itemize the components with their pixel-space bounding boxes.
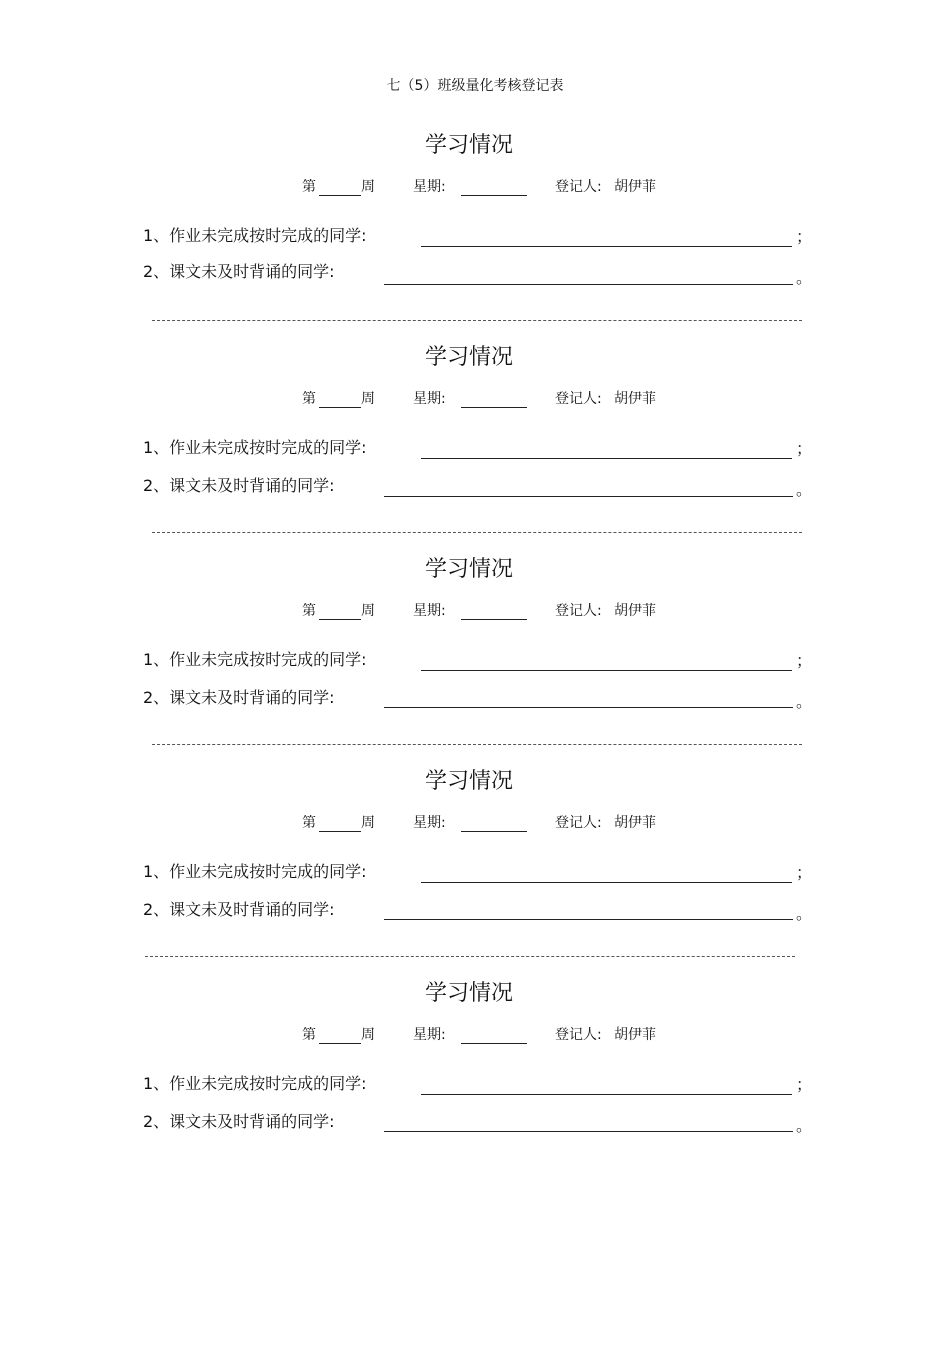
page-title: 七（5）班级量化考核登记表 bbox=[386, 78, 564, 94]
homework-row-end: ； bbox=[796, 1075, 813, 1094]
week-suffix: 周 bbox=[361, 815, 375, 831]
recitation-blank[interactable] bbox=[384, 707, 793, 708]
homework-row-label: 1、作业未完成按时完成的同学: bbox=[143, 862, 367, 881]
recorder-label: 登记人: bbox=[555, 1027, 602, 1043]
study-section bbox=[0, 553, 950, 753]
recorder-label: 登记人: bbox=[555, 391, 602, 407]
recitation-row-label: 2、课文未及时背诵的同学: bbox=[143, 476, 335, 495]
weekday-label: 星期: bbox=[413, 1027, 446, 1043]
homework-row-label: 1、作业未完成按时完成的同学: bbox=[143, 650, 367, 669]
recitation-row-end: 。 bbox=[796, 480, 813, 499]
week-blank[interactable] bbox=[319, 619, 361, 620]
week-suffix: 周 bbox=[361, 179, 375, 195]
week-prefix: 第 bbox=[302, 815, 316, 831]
week-blank[interactable] bbox=[319, 1043, 361, 1044]
study-section bbox=[0, 341, 950, 541]
section-heading: 学习情况 bbox=[424, 769, 513, 794]
section-divider bbox=[145, 956, 795, 957]
recorder-name: 胡伊菲 bbox=[614, 179, 656, 195]
section-heading: 学习情况 bbox=[424, 345, 513, 370]
recorder-label: 登记人: bbox=[555, 179, 602, 195]
homework-row-label: 1、作业未完成按时完成的同学: bbox=[143, 1074, 367, 1093]
week-suffix: 周 bbox=[361, 603, 375, 619]
recitation-row-label: 2、课文未及时背诵的同学: bbox=[143, 688, 335, 707]
homework-row-end: ； bbox=[796, 651, 813, 670]
section-divider bbox=[152, 744, 802, 745]
recitation-row-label: 2、课文未及时背诵的同学: bbox=[143, 900, 335, 919]
homework-blank[interactable] bbox=[421, 670, 792, 671]
weekday-blank[interactable] bbox=[461, 1043, 527, 1044]
recitation-row-end: 。 bbox=[796, 1116, 813, 1135]
week-blank[interactable] bbox=[319, 195, 361, 196]
recorder-name: 胡伊菲 bbox=[614, 391, 656, 407]
recitation-row-label: 2、课文未及时背诵的同学: bbox=[143, 1112, 335, 1131]
weekday-blank[interactable] bbox=[461, 619, 527, 620]
weekday-label: 星期: bbox=[413, 603, 446, 619]
study-section bbox=[0, 765, 950, 965]
week-prefix: 第 bbox=[302, 179, 316, 195]
week-prefix: 第 bbox=[302, 1027, 316, 1043]
homework-row-label: 1、作业未完成按时完成的同学: bbox=[143, 438, 367, 457]
recitation-row-end: 。 bbox=[796, 904, 813, 923]
weekday-blank[interactable] bbox=[461, 195, 527, 196]
weekday-label: 星期: bbox=[413, 391, 446, 407]
homework-blank[interactable] bbox=[421, 1094, 792, 1095]
recorder-name: 胡伊菲 bbox=[614, 815, 656, 831]
weekday-blank[interactable] bbox=[461, 407, 527, 408]
recitation-blank[interactable] bbox=[384, 919, 793, 920]
study-section bbox=[0, 129, 950, 329]
weekday-blank[interactable] bbox=[461, 831, 527, 832]
section-heading: 学习情况 bbox=[424, 133, 513, 158]
recorder-name: 胡伊菲 bbox=[614, 603, 656, 619]
week-prefix: 第 bbox=[302, 603, 316, 619]
section-heading: 学习情况 bbox=[424, 981, 513, 1006]
homework-blank[interactable] bbox=[421, 246, 792, 247]
homework-row-end: ； bbox=[796, 227, 813, 246]
week-prefix: 第 bbox=[302, 391, 316, 407]
homework-blank[interactable] bbox=[421, 458, 792, 459]
homework-row-end: ； bbox=[796, 439, 813, 458]
section-divider bbox=[152, 532, 802, 533]
recorder-label: 登记人: bbox=[555, 815, 602, 831]
week-suffix: 周 bbox=[361, 391, 375, 407]
study-section bbox=[0, 977, 950, 1177]
homework-row-end: ； bbox=[796, 863, 813, 882]
recorder-label: 登记人: bbox=[555, 603, 602, 619]
recitation-row-label: 2、课文未及时背诵的同学: bbox=[143, 262, 335, 281]
recitation-blank[interactable] bbox=[384, 496, 793, 497]
recorder-name: 胡伊菲 bbox=[614, 1027, 656, 1043]
week-suffix: 周 bbox=[361, 1027, 375, 1043]
week-blank[interactable] bbox=[319, 831, 361, 832]
weekday-label: 星期: bbox=[413, 815, 446, 831]
week-blank[interactable] bbox=[319, 407, 361, 408]
recitation-row-end: 。 bbox=[796, 268, 813, 287]
recitation-blank[interactable] bbox=[384, 1131, 793, 1132]
homework-row-label: 1、作业未完成按时完成的同学: bbox=[143, 226, 367, 245]
section-heading: 学习情况 bbox=[424, 557, 513, 582]
weekday-label: 星期: bbox=[413, 179, 446, 195]
recitation-row-end: 。 bbox=[796, 692, 813, 711]
recitation-blank[interactable] bbox=[384, 284, 793, 285]
homework-blank[interactable] bbox=[421, 882, 792, 883]
section-divider bbox=[152, 320, 802, 321]
